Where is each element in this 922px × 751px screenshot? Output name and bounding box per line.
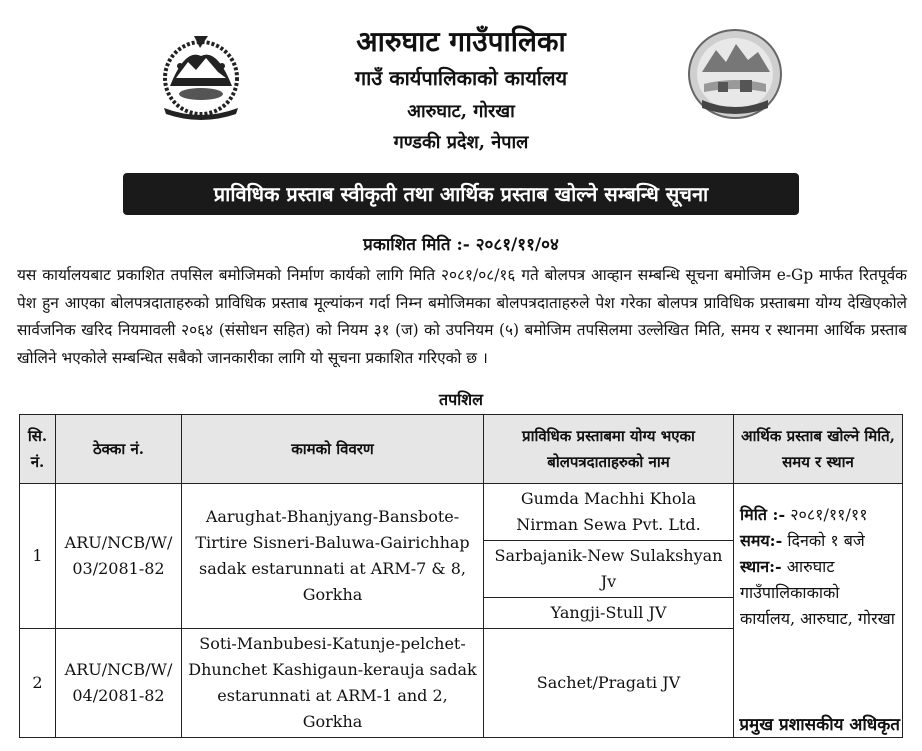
header-sn: सि. नं.	[20, 415, 56, 484]
opening-place-value: आरुघाट गाउँपालिकाकाको कार्यालय, आरुघाट, गोरखा	[740, 557, 895, 628]
row-contract-no: ARU/NCB/W/ 04/2081-82	[56, 629, 182, 738]
schedule-heading: तपशिल	[438, 390, 484, 409]
opening-schedule-cell	[734, 484, 903, 738]
row-work-description: Soti-Manbubesi-Katunje-pelchet-Dhunchet Kashigaun-kerauja sadak estarunnati at ARM-1 and 2, Gorkha	[182, 629, 484, 738]
row-contract-no: ARU/NCB/W/ 03/2081-82	[56, 484, 182, 629]
works-table	[19, 414, 903, 738]
table-header-row	[20, 415, 903, 484]
header-opening-schedule: आर्थिक प्रस्ताब खोल्ने मिति, समय र स्थान	[734, 415, 903, 484]
province-country: गण्डकी प्रदेश, नेपाल	[393, 132, 529, 153]
table-row	[20, 484, 903, 541]
municipality-logo	[684, 26, 786, 122]
opening-date	[740, 502, 898, 528]
opening-time	[740, 528, 898, 554]
office-address: आरुघाट, गोरखा	[407, 101, 515, 122]
signatory-title: प्रमुख प्रशासकीय अधिकृत	[739, 715, 900, 735]
office-name: गाउँ कार्यपालिकाको कार्यालय	[354, 66, 568, 90]
row-bidder: Yangji-Stull JV	[484, 598, 734, 629]
row-bidder: Gumda Machhi Khola Nirman Sewa Pvt. Ltd.	[484, 484, 734, 541]
opening-date-label: मिति :-	[740, 505, 786, 524]
notice-title-banner: प्राविधिक प्रस्ताब स्वीकृती तथा आर्थिक प्रस्ताब खोल्ने सम्बन्धि सूचना	[123, 173, 799, 215]
header-qualified-bidders: प्राविधिक प्रस्ताबमा योग्य भएका बोलपत्रदाताहरुको नाम	[484, 415, 734, 484]
opening-time-value: दिनको १ बजे	[787, 531, 865, 550]
header-contract-no: ठेक्का नं.	[56, 415, 182, 484]
row-bidder: Sachet/Pragati JV	[484, 629, 734, 738]
header-work-description: कामको विवरण	[182, 415, 484, 484]
notice-body: यस कार्यालयबाट प्रकाशित तपसिल बमोजिमको निर्माण कार्यको लागि मिति २०८१/०८/१६ गते बोलपत्र आव्हान सम्बन्धि सूचना बमोजिम e-Gp मार्फत रितपूर्वक पेश हुन आएका बोलपत्रदाताहरुको प्राविधिक प्रस्ताब मूल्यांकन गर्दा निम्न बमोजिमका बोलपत्रदाताहरुले पेश गरेका बोलपत्र प्राविधिक प्रस्ताबमा योग्य देखिएकोले सार्वजनिक खरिद नियमावली २०६४ (संसोधन सहित) को नियम ३१ (ज) को उपनियम (५) बमोजिम तपसिलमा उल्लेखित मिति, समय र स्थानमा आर्थिक प्रस्ताब खोलिने भएकोले सम्बन्धित सबैको जानकारीका लागि यो सूचना प्रकाशित गरिएको छ ।	[17, 266, 907, 368]
opening-place-label: स्थान:-	[740, 557, 782, 576]
opening-time-label: समय:-	[740, 531, 783, 550]
published-date: प्रकाशित मिति :- २०८१/११/०४	[363, 235, 559, 255]
opening-date-value: २०८१/११/११	[790, 505, 868, 524]
row-sn: 1	[20, 484, 56, 629]
opening-place	[740, 554, 898, 632]
row-bidder: Sarbajanik-New Sulakshyan Jv	[484, 541, 734, 598]
municipality-name: आरुघाट गाउँपालिका	[356, 25, 566, 58]
row-sn: 2	[20, 629, 56, 738]
row-work-description: Aarughat-Bhanjyang-Bansbote-Tirtire Sisneri-Baluwa-Gairichhap sadak estarunnati at ARM-7 & 8, Gorkha	[182, 484, 484, 629]
